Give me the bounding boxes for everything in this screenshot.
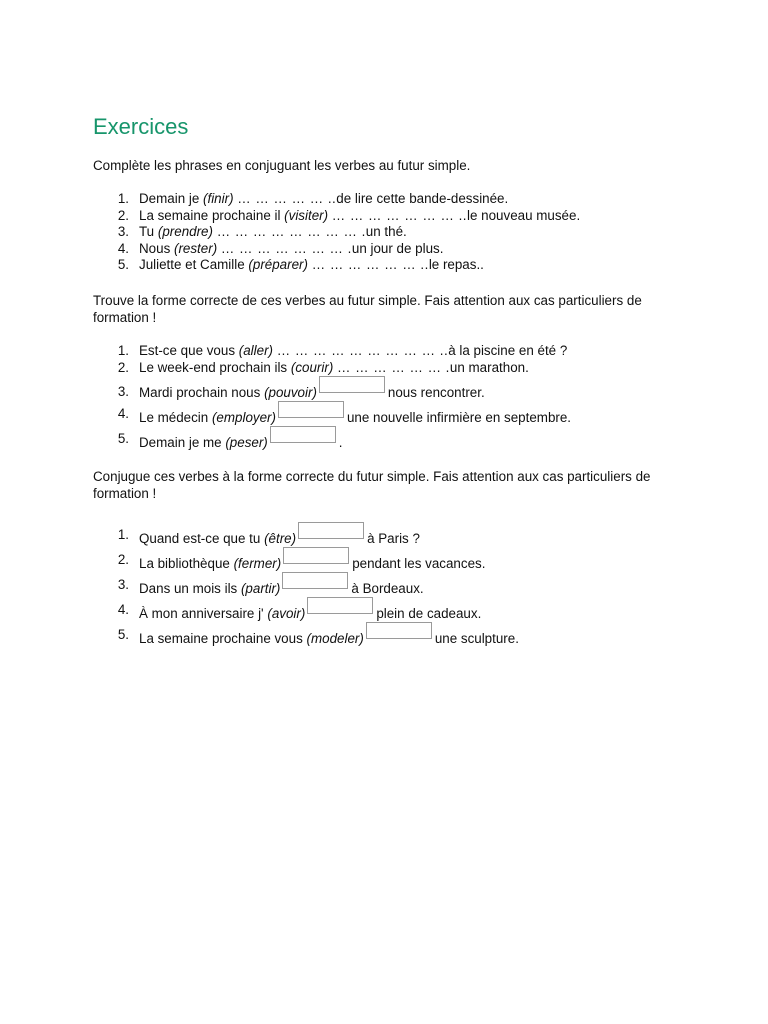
verb-hint: (finir): [203, 191, 234, 206]
sentence-start: Le médecin: [139, 410, 209, 425]
verb-hint: (fermer): [233, 556, 282, 571]
sentence-start: Demain je: [139, 191, 200, 206]
list-item: [93, 522, 519, 547]
dotted-blank: … … … … … … .: [337, 360, 450, 375]
exercise-3-list: [93, 522, 519, 647]
item-number: 1.: [117, 343, 129, 358]
list-item: [93, 241, 580, 258]
sentence-start: Juliette et Camille: [139, 257, 245, 272]
list-item: [93, 208, 580, 225]
dotted-blank: … … … … … ..: [237, 191, 337, 206]
sentence-end: pendant les vacances.: [352, 556, 486, 571]
list-item: [93, 426, 571, 451]
verb-hint: (pouvoir): [264, 385, 317, 400]
list-item: [93, 224, 580, 241]
list-item: [93, 359, 571, 376]
answer-input[interactable]: [270, 426, 336, 443]
verb-hint: (modeler): [306, 631, 364, 646]
verb-hint: (préparer): [248, 257, 308, 272]
sentence-end: une sculpture.: [434, 631, 519, 646]
sentence-end: à Paris ?: [367, 531, 420, 546]
dotted-blank: … … … … … … … .: [220, 240, 352, 256]
answer-input[interactable]: [307, 597, 373, 614]
exercise-3-instructions: Conjugue ces verbes à la forme correcte du futur simple. Fais attention aux cas particuliers de formation !: [93, 469, 651, 501]
sentence-end: le repas..: [428, 257, 484, 272]
sentence-start: La semaine prochaine vous: [139, 631, 303, 646]
dotted-blank: … … … … … … … … … ..: [276, 343, 449, 358]
list-item: [93, 401, 571, 426]
verb-hint: (employer): [211, 410, 276, 425]
item-number: 4.: [117, 240, 129, 256]
item-number: 3.: [117, 224, 129, 239]
verb-hint: (peser): [225, 435, 268, 450]
sentence-end: à Bordeaux.: [351, 581, 424, 596]
list-item: [93, 376, 571, 401]
sentence-end: plein de cadeaux.: [376, 606, 482, 621]
item-number: 4.: [117, 602, 129, 617]
exercise-1-list: [93, 191, 580, 274]
answer-input[interactable]: [278, 401, 344, 418]
answer-input[interactable]: [282, 572, 348, 589]
sentence-start: Mardi prochain nous: [139, 385, 261, 400]
sentence-end: un marathon.: [449, 360, 529, 375]
dotted-blank: … … … … … … … … .: [216, 224, 366, 239]
item-number: 3.: [117, 577, 129, 592]
exercise-2-instructions: Trouve la forme correcte de ces verbes au futur simple. Fais attention aux cas particuliers de formation !: [93, 293, 642, 325]
sentence-start: Demain je me: [139, 435, 222, 450]
item-number: 1.: [117, 191, 129, 206]
list-item: [93, 257, 580, 274]
sentence-start: Le week-end prochain ils: [139, 360, 288, 375]
item-number: 4.: [117, 406, 129, 421]
list-item: [93, 342, 571, 359]
verb-hint: (aller): [238, 343, 273, 358]
sentence-start: Dans un mois ils: [139, 581, 238, 596]
page-title: Exercices: [93, 114, 189, 139]
list-item: [93, 597, 519, 622]
item-number: 3.: [117, 384, 129, 399]
list-item: [93, 622, 519, 647]
answer-input[interactable]: [298, 522, 364, 539]
sentence-start: Quand est-ce que tu: [139, 531, 261, 546]
sentence-end: le nouveau musée.: [467, 207, 581, 223]
item-number: 1.: [117, 527, 129, 542]
item-number: 2.: [117, 552, 129, 567]
answer-input[interactable]: [319, 376, 385, 393]
verb-hint: (rester): [174, 240, 218, 256]
sentence-end: nous rencontrer.: [387, 385, 485, 400]
list-item: [93, 547, 519, 572]
exercise-1-instructions: Complète les phrases en conjuguant les verbes au futur simple.: [93, 158, 471, 173]
answer-input[interactable]: [366, 622, 432, 639]
sentence-start: La bibliothèque: [139, 556, 230, 571]
verb-hint: (avoir): [267, 606, 306, 621]
verb-hint: (prendre): [157, 224, 213, 239]
item-number: 5.: [117, 257, 129, 272]
answer-input[interactable]: [283, 547, 349, 564]
item-number: 2.: [117, 207, 129, 223]
list-item: [93, 572, 519, 597]
dotted-blank: … … … … … … ..: [311, 257, 429, 272]
sentence-start: Est-ce que vous: [139, 343, 236, 358]
sentence-start: À mon anniversaire j': [139, 606, 264, 621]
verb-hint: (courir): [290, 360, 334, 375]
sentence-end: .: [338, 435, 343, 450]
verb-hint: (être): [264, 531, 297, 546]
sentence-end: un jour de plus.: [351, 240, 444, 256]
item-number: 5.: [117, 627, 129, 642]
sentence-start: Tu: [139, 224, 155, 239]
verb-hint: (visiter): [284, 207, 329, 223]
sentence-end: à la piscine en été ?: [448, 343, 568, 358]
sentence-end: de lire cette bande-dessinée.: [336, 191, 509, 206]
list-item: [93, 191, 580, 208]
dotted-blank: … … … … … … … ..: [331, 207, 468, 223]
exercise-2-list: [93, 342, 571, 451]
sentence-end: un thé.: [365, 224, 407, 239]
sentence-end: une nouvelle infirmière en septembre.: [346, 410, 572, 425]
verb-hint: (partir): [240, 581, 281, 596]
sentence-start: La semaine prochaine il: [139, 207, 281, 223]
item-number: 5.: [117, 431, 129, 446]
item-number: 2.: [117, 360, 129, 375]
sentence-start: Nous: [139, 240, 171, 256]
